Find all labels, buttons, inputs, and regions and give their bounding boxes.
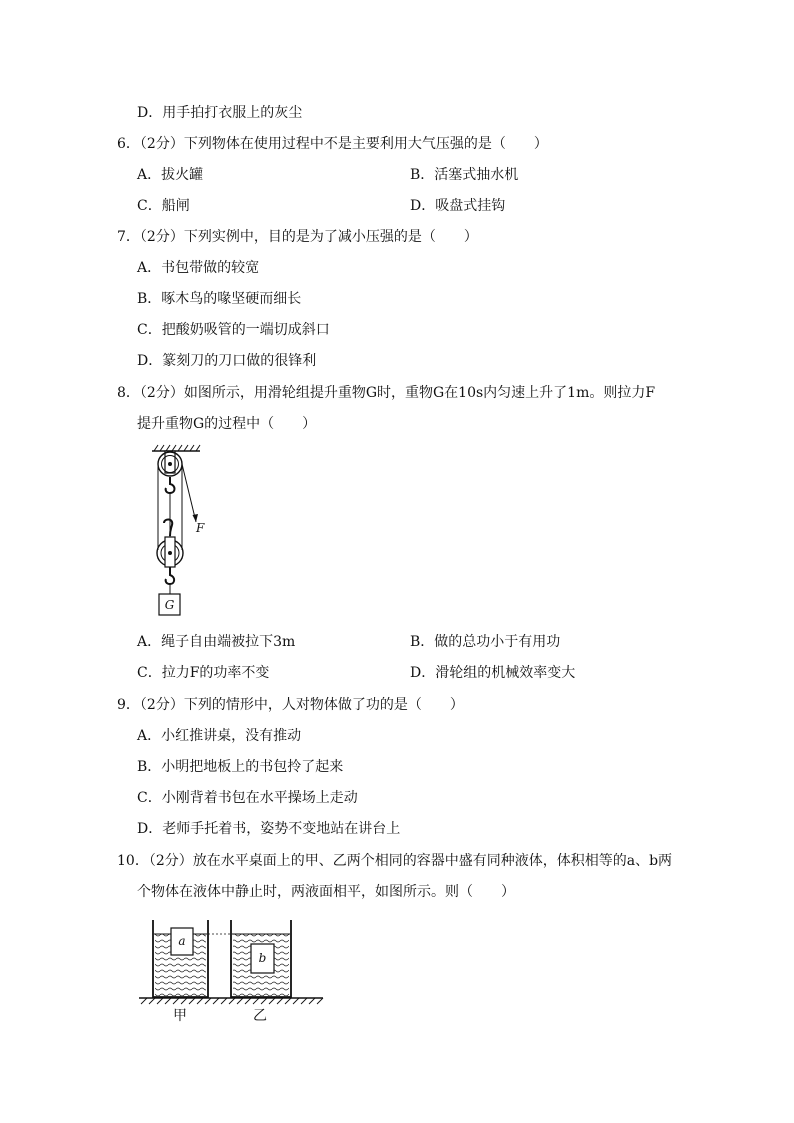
- q6-option-d: D．吸盘式挂钩: [410, 198, 506, 214]
- q9-stem: 9．（2分）下列的情形中，人对物体做了功的是（ ）: [117, 697, 464, 713]
- q5-option-d: D．用手拍打衣服上的灰尘: [137, 105, 303, 121]
- q6-stem: 6．（2分）下列物体在使用过程中不是主要利用大气压强的是（ ）: [117, 136, 548, 152]
- q8-option-a: A．绳子自由端被拉下3m: [137, 634, 296, 650]
- q10-stem-line2: 个物体在液体中静止时，两液面相平，如图所示。则（ ）: [137, 884, 515, 900]
- q7-option-b: B．啄木鸟的喙坚硬而细长: [137, 291, 302, 307]
- container-label-right: 乙: [253, 1008, 267, 1024]
- force-label: F: [196, 521, 205, 535]
- q9-option-d: D．老师手托着书，姿势不变地站在讲台上: [137, 821, 401, 837]
- q8-option-b: B．做的总功小于有用功: [410, 634, 561, 650]
- q7-option-c: C．把酸奶吸管的一端切成斜口: [137, 322, 330, 338]
- q6-option-c: C．船闸: [137, 198, 190, 214]
- q6-option-a: A．拔火罐: [137, 167, 204, 183]
- pulley-figure: [148, 444, 218, 619]
- pulley-diagram: [148, 444, 218, 619]
- q8-stem-line2: 提升重物G的过程中（ ）: [137, 416, 317, 432]
- q9-option-a: A．小红推讲桌，没有推动: [137, 728, 302, 744]
- q8-option-d: D．滑轮组的机械效率变大: [410, 665, 576, 681]
- q9-option-b: B．小明把地板上的书包拎了起来: [137, 759, 344, 775]
- weight-label: G: [164, 598, 175, 612]
- q10-stem-line1: 10．（2分）放在水平桌面上的甲、乙两个相同的容器中盛有同种液体，体积相等的a、b两: [117, 853, 673, 869]
- q7-option-a: A．书包带做的较宽: [137, 260, 260, 276]
- q8-stem-line1: 8．（2分）如图所示，用滑轮组提升重物G时，重物G在10s内匀速上升了1m。则拉力F: [117, 385, 656, 401]
- block-a-label: a: [178, 934, 186, 948]
- containers-diagram: [136, 920, 326, 1025]
- q8-option-c: C．拉力F的功率不变: [137, 665, 270, 681]
- block-b-label: b: [258, 951, 267, 965]
- q7-stem: 7．（2分）下列实例中，目的是为了减小压强的是（ ）: [117, 229, 478, 245]
- q9-option-c: C．小刚背着书包在水平操场上走动: [137, 790, 358, 806]
- container-label-left: 甲: [173, 1008, 187, 1024]
- q7-option-d: D．篆刻刀的刀口做的很锋利: [137, 353, 317, 369]
- q6-option-b: B．活塞式抽水机: [410, 167, 519, 183]
- containers-figure: [136, 920, 326, 1025]
